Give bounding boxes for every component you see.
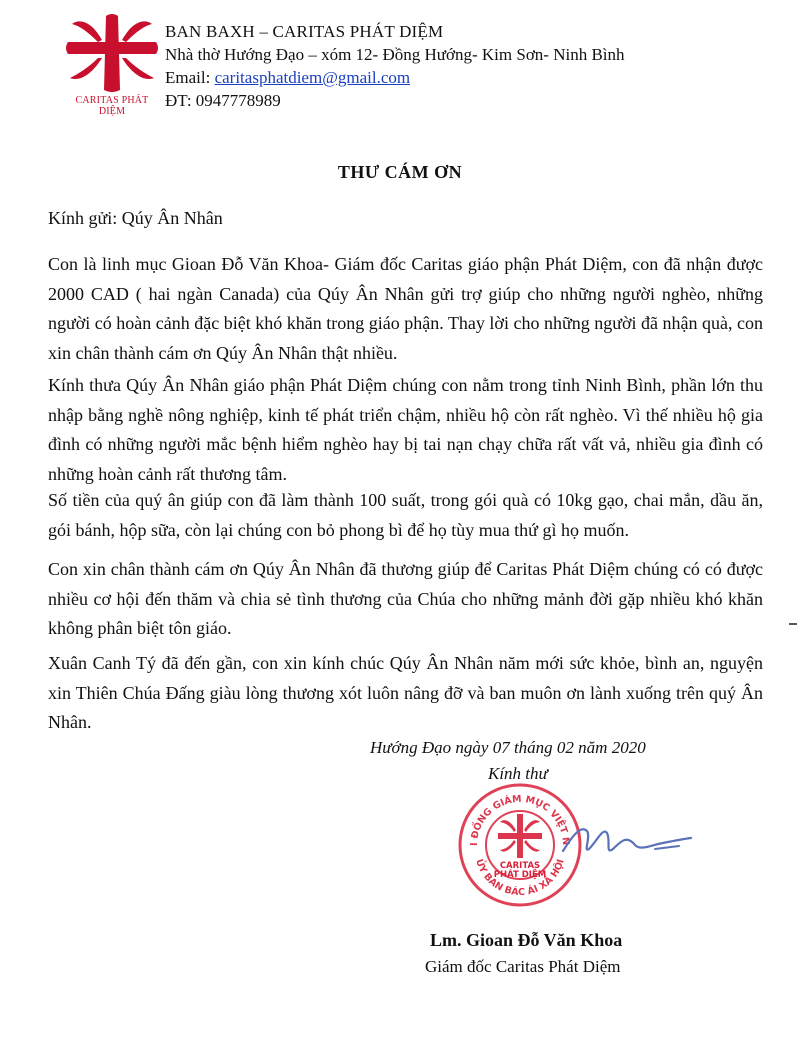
paragraph-context: Kính thưa Qúy Ân Nhân giáo phận Phát Diệm chúng con nằm trong tỉnh Ninh Bình, phần lớn thu nhập bằng nghề nông nghiệp, kinh tế phát triển chậm, nhiều hộ còn rất nghèo. Vì thế nhiều hộ gia đình có những người mắc bệnh hiểm nghèo hay bị tai nạn chạy chữa rất vất vả, nhiều gia đình có những hoàn cảnh rất thương tâm. xyxy=(48,375,763,484)
caritas-flame-cross-icon xyxy=(62,12,162,94)
organization-name: BAN BAXH – CARITAS PHÁT DIỆM xyxy=(165,22,444,41)
seal-center-text-2: PHÁT DIỆM xyxy=(493,870,547,880)
email-line xyxy=(165,66,625,89)
closing: Kính thư xyxy=(488,764,548,783)
salutation: Kính gửi: Qúy Ân Nhân xyxy=(48,208,223,228)
letterhead xyxy=(165,20,625,112)
signature-icon xyxy=(555,805,695,885)
seal-bottom-text: ỦY BAN BÁC ÁI XÃ HỘI xyxy=(473,857,567,899)
seal-center-text-1: CARITAS xyxy=(499,861,541,871)
paragraph-blessing: Xuân Canh Tý đã đến gần, con xin kính chúc Qúy Ân Nhân năm mới sức khỏe, bình an, nguyện xin Thiên Chúa Đấng giàu lòng thương xót luôn nâng đỡ và ban muôn ơn lành xuống trên quý Ân Nhân. xyxy=(48,653,763,732)
letter-title: THƯ CÁM ƠN xyxy=(337,162,463,182)
handwritten-signature xyxy=(555,805,695,885)
signer-title: Giám đốc Caritas Phát Diệm xyxy=(425,957,621,976)
paragraph-gifts: Số tiền của quý ân giúp con đã làm thành 100 suất, trong gói quà có 10kg gạo, chai mắn, dầu ăn, gói bánh, hộp sữa, còn lại chúng con bỏ phong bì để họ tùy mua thứ gì họ muốn. xyxy=(48,490,763,540)
email-label: Email: xyxy=(165,68,215,87)
paragraph-gratitude: Con xin chân thành cám ơn Qúy Ân Nhân đã thương giúp để Caritas Phát Diệm chúng có có được nhiều cơ hội đến thăm và chia sẻ tình thương của Chúa cho những mảnh đời gặp nhiều khó khăn không phân biệt tôn giáo. xyxy=(48,559,763,638)
logo-caption: CARITAS PHÁT DIỆM xyxy=(75,95,149,117)
address-line: Nhà thờ Hướng Đạo – xóm 12- Đồng Hướng- Kim Sơn- Ninh Bình xyxy=(165,45,625,64)
signer-name: Lm. Gioan Đỗ Văn Khoa xyxy=(430,930,623,950)
caritas-logo xyxy=(62,12,162,117)
date-line: Hướng Đạo ngày 07 tháng 02 năm 2020 xyxy=(370,738,646,757)
email-link[interactable]: caritasphatdiem@gmail.com xyxy=(214,68,411,87)
paragraph-thanks: Con là linh mục Gioan Đỗ Văn Khoa- Giám đốc Caritas giáo phận Phát Diệm, con đã nhận được 2000 CAD ( hai ngàn Canada) của Qúy Ân Nhân gửi trợ giúp cho những người nghèo, những người có hoàn cảnh đặc biệt khó khăn trong giáo phận. Thay lời cho những người đã nhận quà, con xin chân thành cám ơn Qúy Ân Nhân thật nhiều. xyxy=(48,254,763,363)
scan-edge-mark xyxy=(789,623,797,625)
seal-top-text: I ĐỒNG GIÁM MỤC VIỆT N xyxy=(468,793,572,847)
phone-line: ĐT: 0947778989 xyxy=(165,91,281,110)
